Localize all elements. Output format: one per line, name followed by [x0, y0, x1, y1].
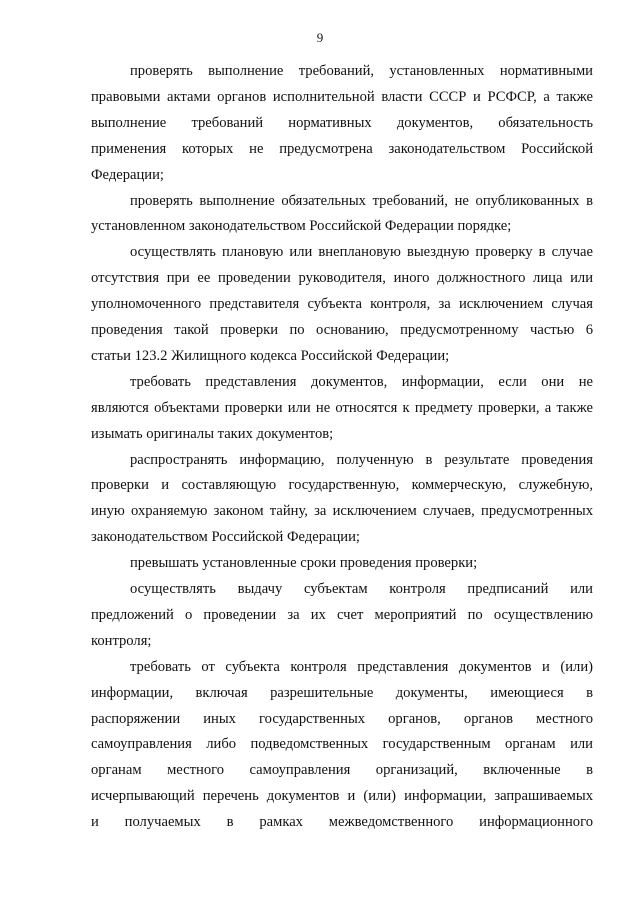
text-line: проверять выполнение требований, установленных нормативными — [130, 63, 593, 79]
text-line: и получаемых в рамках межведомственного информационного — [91, 814, 593, 831]
text-line: правовыми актами органов исполнительной власти СССР и РСФСР, а также — [91, 88, 593, 105]
text-line: установленном законодательством Российской Федерации порядке; — [91, 218, 512, 235]
text-line: уполномоченного представителя субъекта контроля, за исключением случая — [91, 296, 593, 313]
text-line: органам местного самоуправления организаций, включенные в — [91, 762, 593, 779]
text-line: контроля; — [91, 632, 152, 649]
text-line: иную охраняемую законом тайну, за исключением случаев, предусмотренных — [91, 503, 593, 520]
text-line: являются объектами проверки или не относятся к предмету проверки, а также — [91, 399, 593, 416]
text-line: самоуправления либо подведомственных государственным органам или — [91, 736, 593, 753]
text-line: применения которых не предусмотрена законодательством Российской — [91, 140, 593, 157]
text-line: проведения такой проверки по основанию, предусмотренному частью 6 — [91, 322, 593, 338]
text-line: проверки и составляющую государственную, коммерческую, служебную, — [91, 477, 593, 494]
text-line: требовать от субъекта контроля представления документов и (или) — [130, 658, 593, 675]
text-line: осуществлять плановую или внеплановую выездную проверку в случае — [130, 244, 593, 261]
text-line: статьи 123.2 Жилищного кодекса Российской Федерации; — [91, 347, 450, 364]
text-line: превышать установленные сроки проведения проверки; — [130, 555, 478, 572]
text-line: распространять информацию, полученную в результате проведения — [130, 451, 593, 468]
text-line: изымать оригиналы таких документов; — [91, 425, 334, 442]
text-line: отсутствия при ее проведении руководителя, иного должностного лица или — [91, 270, 593, 287]
text-line: проверять выполнение обязательных требований, не опубликованных в — [130, 192, 593, 209]
text-line: исчерпывающий перечень документов и (или) информации, запрашиваемых — [91, 788, 593, 805]
text-line: предложений о проведении за их счет мероприятий по осуществлению — [91, 606, 593, 623]
text-line: Федерации; — [91, 166, 164, 183]
text-line: требовать представления документов, информации, если они не — [130, 373, 593, 390]
page-number: 9 — [316, 30, 324, 45]
text-line: информации, включая разрешительные документы, имеющиеся в — [91, 684, 593, 701]
text-line: распоряжении иных государственных органов, органов местного — [91, 710, 593, 727]
text-line: выполнение требований нормативных документов, обязательность — [91, 114, 593, 131]
text-line: осуществлять выдачу субъектам контроля предписаний или — [130, 581, 593, 597]
text-line: законодательством Российской Федерации; — [91, 529, 360, 546]
